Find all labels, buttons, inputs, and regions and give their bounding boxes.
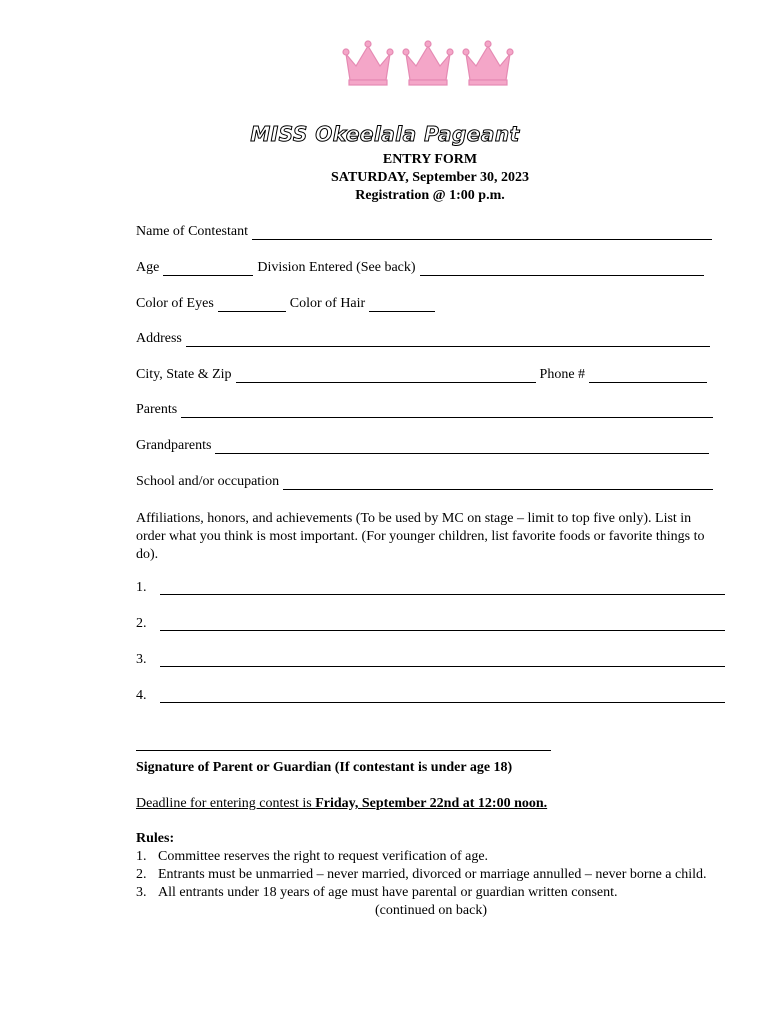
affiliation-field-3[interactable] bbox=[160, 652, 725, 667]
affiliation-field-1[interactable] bbox=[160, 580, 725, 595]
eye-color-label: Color of Eyes bbox=[136, 296, 214, 311]
contestant-name-field[interactable] bbox=[252, 225, 712, 240]
deadline bbox=[136, 795, 716, 813]
continued-note: (continued on back) bbox=[375, 903, 487, 918]
city-phone-row bbox=[136, 367, 707, 383]
rule-number: 1. bbox=[136, 849, 147, 864]
parents-field[interactable] bbox=[181, 403, 713, 418]
rule-item bbox=[136, 848, 726, 866]
affiliations-instructions: Affiliations, honors, and achievements (To be used by MC on stage – limit to top five only). List in order what you think is most important. (For younger children, list favorite foods or favorite things to do). bbox=[136, 511, 705, 562]
signature-line[interactable] bbox=[136, 750, 551, 751]
grandparents-row bbox=[136, 438, 709, 454]
rule-item bbox=[136, 866, 726, 884]
grandparents-label: Grandparents bbox=[136, 438, 212, 453]
colors-row bbox=[136, 296, 435, 312]
rule-text: All entrants under 18 years of age must have parental or guardian written consent. bbox=[158, 885, 618, 900]
division-label: Division Entered (See back) bbox=[257, 260, 416, 275]
crowns-logo-icon bbox=[340, 36, 520, 86]
phone-label: Phone # bbox=[539, 367, 586, 382]
rules-heading: Rules: bbox=[136, 831, 175, 846]
pageant-title: MISS Okeelala Pageant bbox=[250, 122, 520, 146]
address-field[interactable] bbox=[186, 332, 710, 347]
deadline-date: Friday, September 22nd at 12:00 noon. bbox=[315, 796, 548, 811]
eye-color-field[interactable] bbox=[218, 297, 286, 312]
signature-label: Signature of Parent or Guardian (If contestant is under age 18) bbox=[136, 760, 513, 775]
address-label: Address bbox=[136, 331, 182, 346]
age-field[interactable] bbox=[163, 261, 253, 276]
rule-text: Entrants must be unmarried – never married, divorced or marriage annulled – never borne a child. bbox=[158, 867, 707, 882]
school-label: School and/or occupation bbox=[136, 474, 280, 489]
hair-color-field[interactable] bbox=[369, 297, 435, 312]
contestant-name-label: Name of Contestant bbox=[136, 224, 248, 239]
event-date: SATURDAY, September 30, 2023 bbox=[331, 170, 529, 185]
affiliation-number: 2. bbox=[136, 616, 147, 631]
age-division-row bbox=[136, 260, 704, 276]
address-row bbox=[136, 331, 710, 347]
affiliation-field-2[interactable] bbox=[160, 616, 725, 631]
parents-label: Parents bbox=[136, 402, 178, 417]
affiliation-number: 4. bbox=[136, 688, 147, 703]
grandparents-field[interactable] bbox=[215, 439, 709, 454]
affiliation-number: 3. bbox=[136, 652, 147, 667]
school-row bbox=[136, 474, 713, 490]
age-label: Age bbox=[136, 260, 160, 275]
phone-field[interactable] bbox=[589, 368, 707, 383]
contestant-name-row bbox=[136, 224, 712, 240]
school-field[interactable] bbox=[283, 475, 713, 490]
form-name: ENTRY FORM bbox=[382, 152, 478, 167]
city-state-zip-field[interactable] bbox=[236, 368, 536, 383]
registration-time: Registration @ 1:00 p.m. bbox=[355, 188, 505, 203]
division-field[interactable] bbox=[420, 261, 704, 276]
rule-text: Committee reserves the right to request verification of age. bbox=[158, 849, 489, 864]
city-state-zip-label: City, State & Zip bbox=[136, 367, 232, 382]
rule-number: 3. bbox=[136, 885, 147, 900]
rule-number: 2. bbox=[136, 867, 147, 882]
affiliation-field-4[interactable] bbox=[160, 688, 725, 703]
rules-section bbox=[136, 830, 726, 920]
rule-item bbox=[136, 884, 726, 902]
parents-row bbox=[136, 402, 713, 418]
hair-color-label: Color of Hair bbox=[289, 296, 366, 311]
affiliation-number: 1. bbox=[136, 580, 147, 595]
deadline-prefix: Deadline for entering contest is bbox=[136, 796, 316, 811]
